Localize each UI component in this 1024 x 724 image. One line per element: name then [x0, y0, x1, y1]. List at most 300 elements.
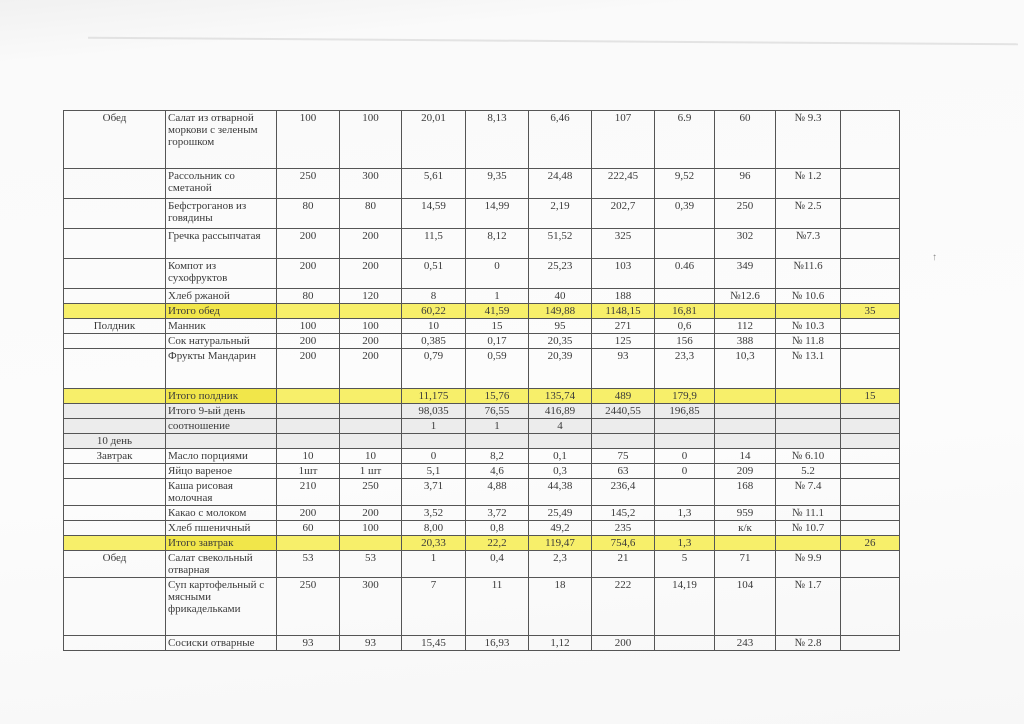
value-cell: 112 [715, 319, 776, 334]
value-cell: 1 [466, 289, 529, 304]
value-cell: 20,01 [402, 111, 466, 169]
value-cell [340, 304, 402, 319]
value-cell: 14,99 [466, 199, 529, 229]
dish-cell [166, 434, 277, 449]
value-cell [592, 434, 655, 449]
value-cell: 35 [841, 304, 900, 319]
table-row [64, 419, 900, 434]
table-row [64, 199, 900, 229]
value-cell [776, 419, 841, 434]
value-cell: № 7.4 [776, 479, 841, 506]
dish-cell: Итого полдник [166, 389, 277, 404]
value-cell [655, 229, 715, 259]
value-cell: 4,88 [466, 479, 529, 506]
value-cell: 179,9 [655, 389, 715, 404]
value-cell [841, 506, 900, 521]
table-row [64, 464, 900, 479]
value-cell: 3,52 [402, 506, 466, 521]
value-cell: 120 [340, 289, 402, 304]
value-cell [841, 169, 900, 199]
value-cell: 10 [277, 449, 340, 464]
value-cell [841, 259, 900, 289]
value-cell [715, 536, 776, 551]
value-cell: к/к [715, 521, 776, 536]
value-cell: 135,74 [529, 389, 592, 404]
table-row [64, 404, 900, 419]
value-cell: 51,52 [529, 229, 592, 259]
dish-cell: Бефстроганов из говядины [166, 199, 277, 229]
value-cell: 200 [340, 349, 402, 389]
value-cell: 222 [592, 578, 655, 636]
value-cell: 11 [466, 578, 529, 636]
value-cell: 41,59 [466, 304, 529, 319]
value-cell [715, 419, 776, 434]
dish-cell: Гречка рассыпчатая [166, 229, 277, 259]
meal-cell [64, 389, 166, 404]
value-cell: 53 [340, 551, 402, 578]
value-cell: 1 [466, 419, 529, 434]
value-cell [715, 434, 776, 449]
value-cell: № 1.7 [776, 578, 841, 636]
meal-cell [64, 169, 166, 199]
value-cell: 95 [529, 319, 592, 334]
margin-mark: ↑ [932, 252, 937, 263]
value-cell: 0,39 [655, 199, 715, 229]
value-cell: 8,13 [466, 111, 529, 169]
value-cell: №7.3 [776, 229, 841, 259]
table-row [64, 636, 900, 651]
value-cell: 0,59 [466, 349, 529, 389]
value-cell: № 9.3 [776, 111, 841, 169]
value-cell: 959 [715, 506, 776, 521]
table-row [64, 259, 900, 289]
value-cell [841, 419, 900, 434]
value-cell [841, 229, 900, 259]
value-cell: 145,2 [592, 506, 655, 521]
value-cell [841, 551, 900, 578]
value-cell: 100 [340, 111, 402, 169]
value-cell [655, 434, 715, 449]
table-row [64, 349, 900, 389]
value-cell: 0,6 [655, 319, 715, 334]
value-cell: 20,33 [402, 536, 466, 551]
meal-cell [64, 506, 166, 521]
meal-cell: 10 день [64, 434, 166, 449]
value-cell: 49,2 [529, 521, 592, 536]
value-cell [841, 479, 900, 506]
value-cell: 196,85 [655, 404, 715, 419]
table-row [64, 521, 900, 536]
value-cell: 5.2 [776, 464, 841, 479]
value-cell [340, 536, 402, 551]
value-cell: 200 [277, 229, 340, 259]
value-cell [776, 389, 841, 404]
value-cell: 210 [277, 479, 340, 506]
value-cell [402, 434, 466, 449]
value-cell: 11,175 [402, 389, 466, 404]
meal-cell [64, 578, 166, 636]
value-cell: 15 [841, 389, 900, 404]
value-cell: 302 [715, 229, 776, 259]
value-cell: №12.6 [715, 289, 776, 304]
value-cell: 14,19 [655, 578, 715, 636]
meal-cell [64, 404, 166, 419]
value-cell: 236,4 [592, 479, 655, 506]
value-cell [277, 419, 340, 434]
value-cell: 20,35 [529, 334, 592, 349]
value-cell: 1шт [277, 464, 340, 479]
value-cell: 0 [655, 464, 715, 479]
dish-cell: Яйцо вареное [166, 464, 277, 479]
value-cell: 93 [277, 636, 340, 651]
value-cell: 0,79 [402, 349, 466, 389]
value-cell: 100 [340, 521, 402, 536]
dish-cell: Хлеб ржаной [166, 289, 277, 304]
value-cell: 200 [277, 259, 340, 289]
meal-cell [64, 536, 166, 551]
value-cell: 125 [592, 334, 655, 349]
value-cell: 63 [592, 464, 655, 479]
value-cell [841, 578, 900, 636]
value-cell [841, 111, 900, 169]
value-cell: 200 [340, 334, 402, 349]
value-cell [529, 434, 592, 449]
value-cell: 76,55 [466, 404, 529, 419]
value-cell: 3,72 [466, 506, 529, 521]
value-cell [841, 349, 900, 389]
dish-cell: Какао с молоком [166, 506, 277, 521]
dish-cell: Компот из сухофруктов [166, 259, 277, 289]
value-cell: 243 [715, 636, 776, 651]
value-cell: 188 [592, 289, 655, 304]
meal-cell [64, 289, 166, 304]
meal-cell [64, 464, 166, 479]
value-cell: 388 [715, 334, 776, 349]
value-cell: 53 [277, 551, 340, 578]
value-cell: 1,12 [529, 636, 592, 651]
value-cell [340, 434, 402, 449]
value-cell: 200 [277, 334, 340, 349]
value-cell: 24,48 [529, 169, 592, 199]
table-row [64, 449, 900, 464]
value-cell: 0 [655, 449, 715, 464]
meal-cell [64, 521, 166, 536]
value-cell: 22,2 [466, 536, 529, 551]
value-cell: 1 [402, 551, 466, 578]
value-cell: № 13.1 [776, 349, 841, 389]
value-cell: 104 [715, 578, 776, 636]
value-cell [277, 536, 340, 551]
value-cell: 25,23 [529, 259, 592, 289]
value-cell: 200 [340, 259, 402, 289]
value-cell: 209 [715, 464, 776, 479]
dish-cell: Итого обед [166, 304, 277, 319]
meal-cell [64, 479, 166, 506]
meal-cell: Полдник [64, 319, 166, 334]
value-cell: 2440,55 [592, 404, 655, 419]
value-cell [841, 521, 900, 536]
table-row [64, 479, 900, 506]
value-cell: 10,3 [715, 349, 776, 389]
table-row [64, 229, 900, 259]
value-cell: 9,35 [466, 169, 529, 199]
dish-cell: Итого 9-ый день [166, 404, 277, 419]
value-cell: 1 [402, 419, 466, 434]
value-cell: № 6.10 [776, 449, 841, 464]
value-cell [715, 304, 776, 319]
dish-cell: Хлеб пшеничный [166, 521, 277, 536]
value-cell: № 10.7 [776, 521, 841, 536]
value-cell [776, 404, 841, 419]
value-cell: 15 [466, 319, 529, 334]
value-cell [340, 389, 402, 404]
table-row [64, 389, 900, 404]
value-cell: № 10.3 [776, 319, 841, 334]
value-cell: 98,035 [402, 404, 466, 419]
meal-cell [64, 334, 166, 349]
value-cell: 250 [715, 199, 776, 229]
dish-cell: Масло порциями [166, 449, 277, 464]
value-cell: 416,89 [529, 404, 592, 419]
dish-cell: Итого завтрак [166, 536, 277, 551]
value-cell [655, 419, 715, 434]
value-cell: 107 [592, 111, 655, 169]
value-cell: 1,3 [655, 536, 715, 551]
value-cell: 200 [277, 506, 340, 521]
value-cell: 80 [277, 289, 340, 304]
value-cell: 100 [277, 319, 340, 334]
value-cell: 156 [655, 334, 715, 349]
table-row [64, 506, 900, 521]
dish-cell: Салат свекольный отварная [166, 551, 277, 578]
value-cell: № 10.6 [776, 289, 841, 304]
value-cell: 4 [529, 419, 592, 434]
value-cell [776, 536, 841, 551]
value-cell: 60 [715, 111, 776, 169]
value-cell [277, 434, 340, 449]
value-cell: 10 [402, 319, 466, 334]
value-cell: 23,3 [655, 349, 715, 389]
menu-table [63, 110, 900, 651]
value-cell: 2,3 [529, 551, 592, 578]
value-cell: 71 [715, 551, 776, 578]
value-cell: 6,46 [529, 111, 592, 169]
value-cell [466, 434, 529, 449]
value-cell: 60,22 [402, 304, 466, 319]
value-cell: № 9.9 [776, 551, 841, 578]
meal-cell: Обед [64, 551, 166, 578]
value-cell: 200 [592, 636, 655, 651]
value-cell: 8,00 [402, 521, 466, 536]
value-cell: 200 [277, 349, 340, 389]
table-row [64, 434, 900, 449]
value-cell [655, 636, 715, 651]
value-cell: № 11.8 [776, 334, 841, 349]
value-cell: 200 [340, 506, 402, 521]
value-cell [592, 419, 655, 434]
value-cell [715, 404, 776, 419]
value-cell [655, 289, 715, 304]
value-cell: 349 [715, 259, 776, 289]
meal-cell [64, 419, 166, 434]
value-cell: 1 шт [340, 464, 402, 479]
table-row [64, 551, 900, 578]
value-cell: 3,71 [402, 479, 466, 506]
meal-cell [64, 349, 166, 389]
value-cell: 149,88 [529, 304, 592, 319]
table-row [64, 169, 900, 199]
value-cell: № 2.5 [776, 199, 841, 229]
dish-cell: Фрукты Мандарин [166, 349, 277, 389]
value-cell: 21 [592, 551, 655, 578]
value-cell: 44,38 [529, 479, 592, 506]
value-cell: 80 [340, 199, 402, 229]
value-cell [841, 199, 900, 229]
value-cell [841, 434, 900, 449]
value-cell [655, 479, 715, 506]
dish-cell: Суп картофельный с мясными фрикадельками [166, 578, 277, 636]
value-cell [340, 419, 402, 434]
meal-cell: Завтрак [64, 449, 166, 464]
dish-cell: соотношение [166, 419, 277, 434]
value-cell: №11.6 [776, 259, 841, 289]
value-cell: 25,49 [529, 506, 592, 521]
value-cell: № 1.2 [776, 169, 841, 199]
table-row [64, 536, 900, 551]
value-cell: 100 [340, 319, 402, 334]
value-cell: 103 [592, 259, 655, 289]
value-cell [841, 319, 900, 334]
value-cell: 18 [529, 578, 592, 636]
value-cell: 14 [715, 449, 776, 464]
value-cell [841, 404, 900, 419]
dish-cell: Сосиски отварные [166, 636, 277, 651]
value-cell: 16,93 [466, 636, 529, 651]
value-cell [776, 304, 841, 319]
value-cell: 250 [340, 479, 402, 506]
value-cell: 40 [529, 289, 592, 304]
value-cell: 7 [402, 578, 466, 636]
table-row [64, 319, 900, 334]
dish-cell: Каша рисовая молочная [166, 479, 277, 506]
value-cell: 200 [340, 229, 402, 259]
value-cell: 93 [592, 349, 655, 389]
meal-cell [64, 304, 166, 319]
dish-cell: Сок натуральный [166, 334, 277, 349]
value-cell: 8,2 [466, 449, 529, 464]
meal-cell [64, 199, 166, 229]
value-cell: 96 [715, 169, 776, 199]
value-cell: 5,1 [402, 464, 466, 479]
value-cell [841, 636, 900, 651]
value-cell: 8,12 [466, 229, 529, 259]
value-cell: 235 [592, 521, 655, 536]
meal-cell [64, 636, 166, 651]
value-cell: 0,385 [402, 334, 466, 349]
value-cell: 300 [340, 578, 402, 636]
value-cell: 222,45 [592, 169, 655, 199]
value-cell: 0,1 [529, 449, 592, 464]
value-cell [776, 434, 841, 449]
value-cell [841, 449, 900, 464]
value-cell: 60 [277, 521, 340, 536]
value-cell: 0,4 [466, 551, 529, 578]
value-cell: 5,61 [402, 169, 466, 199]
value-cell [715, 389, 776, 404]
value-cell: 168 [715, 479, 776, 506]
table-row [64, 289, 900, 304]
value-cell: 20,39 [529, 349, 592, 389]
value-cell [841, 334, 900, 349]
value-cell: 250 [277, 578, 340, 636]
value-cell: 14,59 [402, 199, 466, 229]
value-cell [277, 304, 340, 319]
table-row [64, 111, 900, 169]
value-cell: 6.9 [655, 111, 715, 169]
value-cell: 100 [277, 111, 340, 169]
value-cell: 0,8 [466, 521, 529, 536]
value-cell: 1,3 [655, 506, 715, 521]
table-row [64, 578, 900, 636]
value-cell: 15,76 [466, 389, 529, 404]
value-cell: 11,5 [402, 229, 466, 259]
value-cell: 754,6 [592, 536, 655, 551]
value-cell: 489 [592, 389, 655, 404]
value-cell: 119,47 [529, 536, 592, 551]
value-cell: 10 [340, 449, 402, 464]
value-cell: 26 [841, 536, 900, 551]
value-cell: 0,51 [402, 259, 466, 289]
value-cell [841, 464, 900, 479]
meal-cell [64, 259, 166, 289]
value-cell: 0,3 [529, 464, 592, 479]
meal-cell [64, 229, 166, 259]
value-cell: 0 [402, 449, 466, 464]
value-cell: 75 [592, 449, 655, 464]
value-cell: 0,17 [466, 334, 529, 349]
value-cell: 250 [277, 169, 340, 199]
value-cell: № 2.8 [776, 636, 841, 651]
value-cell: 2,19 [529, 199, 592, 229]
value-cell: 9,52 [655, 169, 715, 199]
value-cell: 4,6 [466, 464, 529, 479]
dish-cell: Манник [166, 319, 277, 334]
value-cell: 300 [340, 169, 402, 199]
value-cell: 0.46 [655, 259, 715, 289]
value-cell: 202,7 [592, 199, 655, 229]
value-cell: 325 [592, 229, 655, 259]
value-cell: 15,45 [402, 636, 466, 651]
table-row [64, 304, 900, 319]
value-cell: № 11.1 [776, 506, 841, 521]
dish-cell: Рассольник со сметаной [166, 169, 277, 199]
value-cell [340, 404, 402, 419]
value-cell [277, 404, 340, 419]
dish-cell: Салат из отварной моркови с зеленым горошком [166, 111, 277, 169]
value-cell: 80 [277, 199, 340, 229]
value-cell: 1148,15 [592, 304, 655, 319]
value-cell [277, 389, 340, 404]
meal-cell: Обед [64, 111, 166, 169]
value-cell: 0 [466, 259, 529, 289]
value-cell: 271 [592, 319, 655, 334]
value-cell: 16,81 [655, 304, 715, 319]
value-cell: 8 [402, 289, 466, 304]
table-row [64, 334, 900, 349]
value-cell [655, 521, 715, 536]
value-cell: 93 [340, 636, 402, 651]
value-cell: 5 [655, 551, 715, 578]
